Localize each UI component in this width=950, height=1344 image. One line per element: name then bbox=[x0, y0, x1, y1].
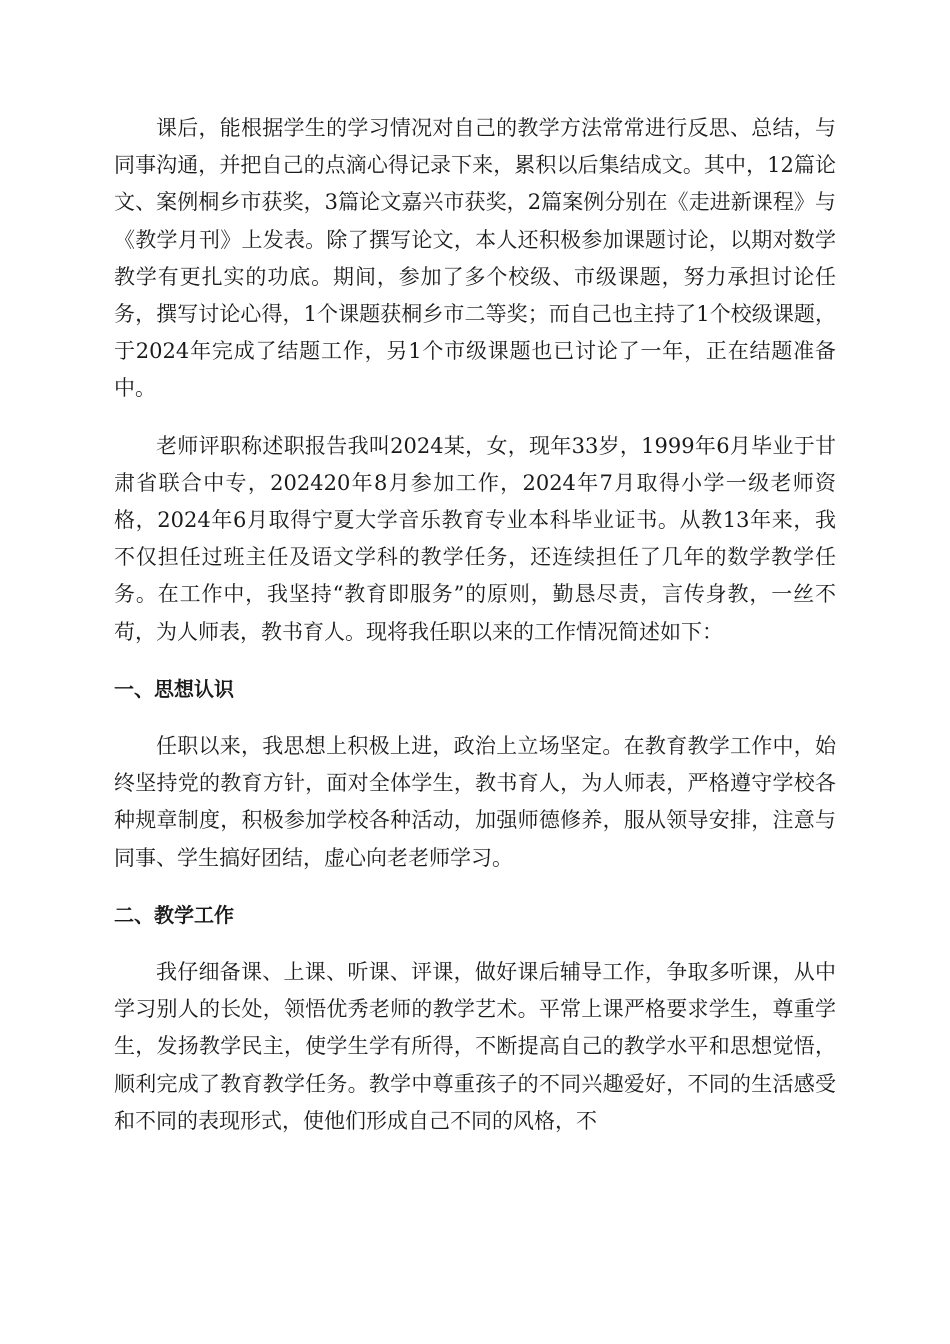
paragraph-gap bbox=[114, 408, 836, 428]
paragraph-teaching: 我仔细备课、上课、听课、评课，做好课后辅导工作，争取多听课，从中学习别人的长处，领悟优秀老师的教学艺术。平常上课严格要求学生，尊重学生，发扬教学民主，使学生学有所得，不断提高自己的教学水平和思想觉悟，顺利完成了教育教学任务。教学中尊重孩子的不同兴趣爱好，不同的生活感受和不同的表现形式，使他们形成自己不同的风格，不 bbox=[114, 960, 836, 1133]
section-heading-ideology: 一、思想认识 bbox=[114, 676, 234, 701]
paragraph-research-summary: 课后，能根据学生的学习情况对自己的教学方法常常进行反思、总结，与同事沟通，并把自己的点滴心得记录下来，累积以后集结成文。其中，12篇论文、案例桐乡市获奖，3篇论文嘉兴市获奖，2篇案例分别在《走进新课程》与《教学月刊》上发表。除了撰写论文，本人还积极参加课题讨论，以期对数学教学有更扎实的功底。期间，参加了多个校级、市级课题，努力承担讨论任务，撰写讨论心得，1个课题获桐乡市二等奖；而自己也主持了1个校级课题，于2024年完成了结题工作，另1个市级课题也已讨论了一年，正在结题准备中。 bbox=[114, 116, 836, 401]
paragraph-ideology: 任职以来，我思想上积极上进，政治上立场坚定。在教育教学工作中，始终坚持党的教育方针，面对全体学生，教书育人，为人师表，严格遵守学校各种规章制度，积极参加学校各种活动，加强师德修养，服从领导安排，注意与同事、学生搞好团结，虚心向老老师学习。 bbox=[114, 734, 836, 870]
paragraph-self-introduction: 老师评职称述职报告我叫2024某，女，现年33岁，1999年6月毕业于甘肃省联合中专，202420年8月参加工作，2024年7月取得小学一级老师资格，2024年6月取得宁夏大学音乐教育专业本科毕业证书。从教13年来，我不仅担任过班主任及语文学科的教学任务，还连续担任了几年的数学教学任务。在工作中，我坚持“教育即服务”的原则，勤恳尽责，言传身教，一丝不苟，为人师表，教书育人。现将我任职以来的工作情况简述如下： bbox=[114, 433, 836, 644]
section-heading-teaching: 二、教学工作 bbox=[114, 902, 234, 927]
document-body bbox=[114, 110, 836, 1140]
paragraph-gap bbox=[114, 651, 836, 671]
paragraph-gap bbox=[114, 877, 836, 897]
paragraph-gap bbox=[114, 934, 836, 954]
paragraph-gap bbox=[114, 708, 836, 728]
